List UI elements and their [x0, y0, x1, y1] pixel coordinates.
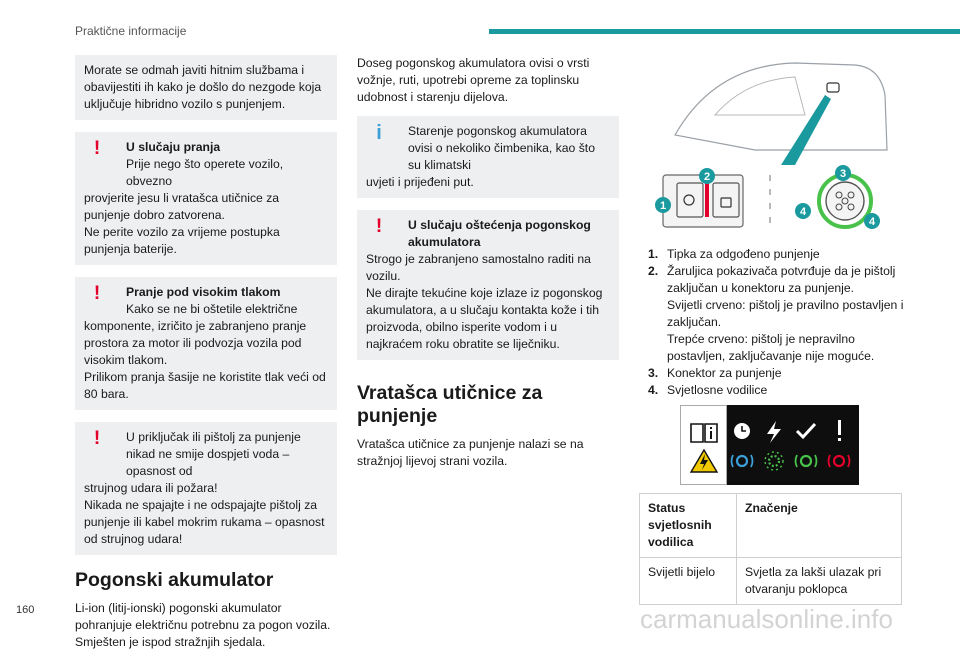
warning-text-first: U priključak ili pištolj za punjenje nikad ne smije dospjeti voda – opasnost od [126, 430, 301, 478]
pointer-wedge [781, 95, 831, 165]
callout-3 [835, 165, 851, 181]
legend-item [648, 331, 908, 365]
watermark: carmanualsonline.info [640, 604, 893, 634]
warning-text: komponente, izričito je zabranjeno pranje prostora za motor ili podvozja vozila pod visokim tlakom. [84, 319, 307, 367]
legend-text: Tipka za odgođeno punjenje [667, 247, 820, 261]
paragraph-charging-flap: Vratašca utičnice za punjenje nalazi se na stražnjoj lijevoj strani vozila. [357, 437, 584, 468]
info-icon: i [376, 122, 382, 144]
callout-1 [655, 197, 671, 213]
figure-legend [648, 246, 908, 399]
ring-indicator-red [829, 455, 850, 467]
legend-text: Svjetlosne vodilice [667, 383, 768, 397]
svg-text:4: 4 [868, 216, 876, 228]
callout-4-right [864, 213, 880, 229]
svg-text:3: 3 [839, 168, 847, 180]
warning-box-damage [357, 210, 619, 360]
exclamation-icon [838, 420, 841, 441]
warning-title: Pranje pod visokim tlakom [126, 285, 281, 299]
manual-book-icon [691, 424, 717, 442]
notice-text: Morate se odmah javiti hitnim službama i obavijestiti ih kako je došlo do nezgode koja uključuje hibridno vozilo s punjenjem. [84, 63, 322, 111]
paragraph-battery: Li-ion (litij-ionski) pogonski akumulator pohranjuje električnu potrebnu za pogon vozila. Smješten je ispod stražnjih sjedala. [75, 601, 331, 649]
charging-connector [826, 182, 864, 220]
legend-item [648, 263, 908, 297]
legend-text: Žaruljica pokazivača potvrđuje da je pištolj zaključan u konektoru za punjenje. [667, 264, 896, 295]
header-accent-bar [489, 29, 960, 34]
legend-number: 3. [648, 366, 659, 380]
warning-text-more: Nikada ne spajajte i ne odspajajte pištolj za punjenje ili kabel mokrim rukama – opasnost od strujnog udara! [84, 498, 325, 546]
legend-number [648, 297, 667, 331]
ring-indicator-green [796, 455, 817, 467]
table-header: Status svjetlosnih vodilica [640, 494, 737, 558]
warning-text: strujnog udara ili požara! [84, 481, 218, 495]
charging-port-figure [655, 55, 890, 235]
warning-text-more: Prilikom pranja šasije ne koristite tlak veći od 80 bara. [84, 370, 326, 401]
table-header-row [640, 494, 902, 558]
warning-text-first: Prije nego što operete vozilo, obvezno [126, 157, 284, 188]
legend-number: 1. [648, 247, 659, 261]
lightning-icon [767, 421, 781, 443]
warning-text: provjerite jesu li vratašca utičnice za punjenje dobro zatvorena. [84, 191, 280, 222]
callout-2 [699, 168, 715, 184]
info-text: uvjeti i prijeđeni put. [366, 175, 474, 189]
callout-4-left [795, 203, 811, 219]
legend-number [648, 331, 667, 365]
heading-charging-flap: Vratašca utičnice za punjenje [357, 382, 543, 427]
legend-text: Konektor za punjenje [667, 366, 782, 380]
legend-item [648, 382, 908, 399]
legend-text: Trepće crveno: pištolj je nepravilno postavljen, zaključavanje nije moguće. [667, 332, 875, 363]
lock-indicator-led [705, 183, 709, 217]
page-number: 160 [16, 604, 35, 616]
warning-text: Strogo je zabranjeno samostalno raditi na vozilu. [366, 252, 591, 283]
svg-text:1: 1 [659, 200, 667, 212]
warning-text-more: Ne perite vozilo za vrijeme postupka punjenja baterije. [84, 225, 280, 256]
legend-item [648, 297, 908, 331]
paragraph-range: Doseg pogonskog akumulatora ovisi o vrsti vožnje, ruti, upotrebi opreme za toplinsku udobnost i starenju dijelova. [357, 56, 590, 104]
column-1 [75, 55, 337, 661]
high-voltage-warning-icon [691, 450, 717, 472]
legend-item [648, 246, 908, 263]
legend-text: Svijetli crveno: pištolj je pravilno postavljen i zaključan. [667, 298, 904, 329]
warning-box-water [75, 422, 337, 555]
car-window [715, 77, 805, 115]
table-cell: Svjetla za lakši ulazak pri otvaranju poklopca [737, 558, 902, 605]
warning-icon: ! [375, 216, 383, 237]
warning-box-high-pressure [75, 277, 337, 410]
warning-icon: ! [93, 428, 101, 449]
warning-box-washing [75, 132, 337, 265]
column-2 [357, 55, 619, 480]
notice-box-emergency [75, 55, 337, 120]
section-title: Praktične informacije [75, 24, 187, 38]
checkmark-icon [797, 424, 815, 437]
clock-icon [734, 423, 750, 439]
warning-icon: ! [93, 283, 101, 304]
svg-text:4: 4 [799, 206, 807, 218]
warning-text-more: Ne dirajte tekućine koje izlaze iz pogonskog akumulatora, a u slučaju kontakta kože i tih proizvoda, obilno isperite vodom i u najkraćem roku obratite se liječniku. [366, 286, 603, 351]
legend-item [648, 365, 908, 382]
table-header: Značenje [737, 494, 902, 558]
info-box-aging [357, 116, 619, 198]
warning-icon: ! [93, 138, 101, 159]
warning-title: U slučaju oštećenja pogonskog akumulatora [408, 218, 591, 249]
light-guide-status-table [639, 493, 902, 605]
table-cell: Svijetli bijelo [640, 558, 737, 605]
svg-text:2: 2 [703, 171, 711, 183]
table-row [640, 558, 902, 605]
icon-panel-light-section [680, 405, 727, 485]
charging-flap [827, 83, 839, 92]
info-text-first: Starenje pogonskog akumulatora ovisi o nekoliko čimbenika, kao što su klimatski [408, 124, 595, 172]
legend-number: 4. [648, 383, 659, 397]
status-icon-panel [680, 405, 859, 485]
ring-indicator-blue [732, 455, 753, 467]
warning-title: U slučaju pranja [126, 140, 221, 154]
car-outline [675, 63, 887, 150]
ring-indicator-green-dotted [765, 452, 783, 470]
legend-number: 2. [648, 264, 659, 278]
heading-traction-battery: Pogonski akumulator [75, 569, 274, 591]
warning-text-first: Kako se ne bi oštetile električne [126, 302, 298, 316]
